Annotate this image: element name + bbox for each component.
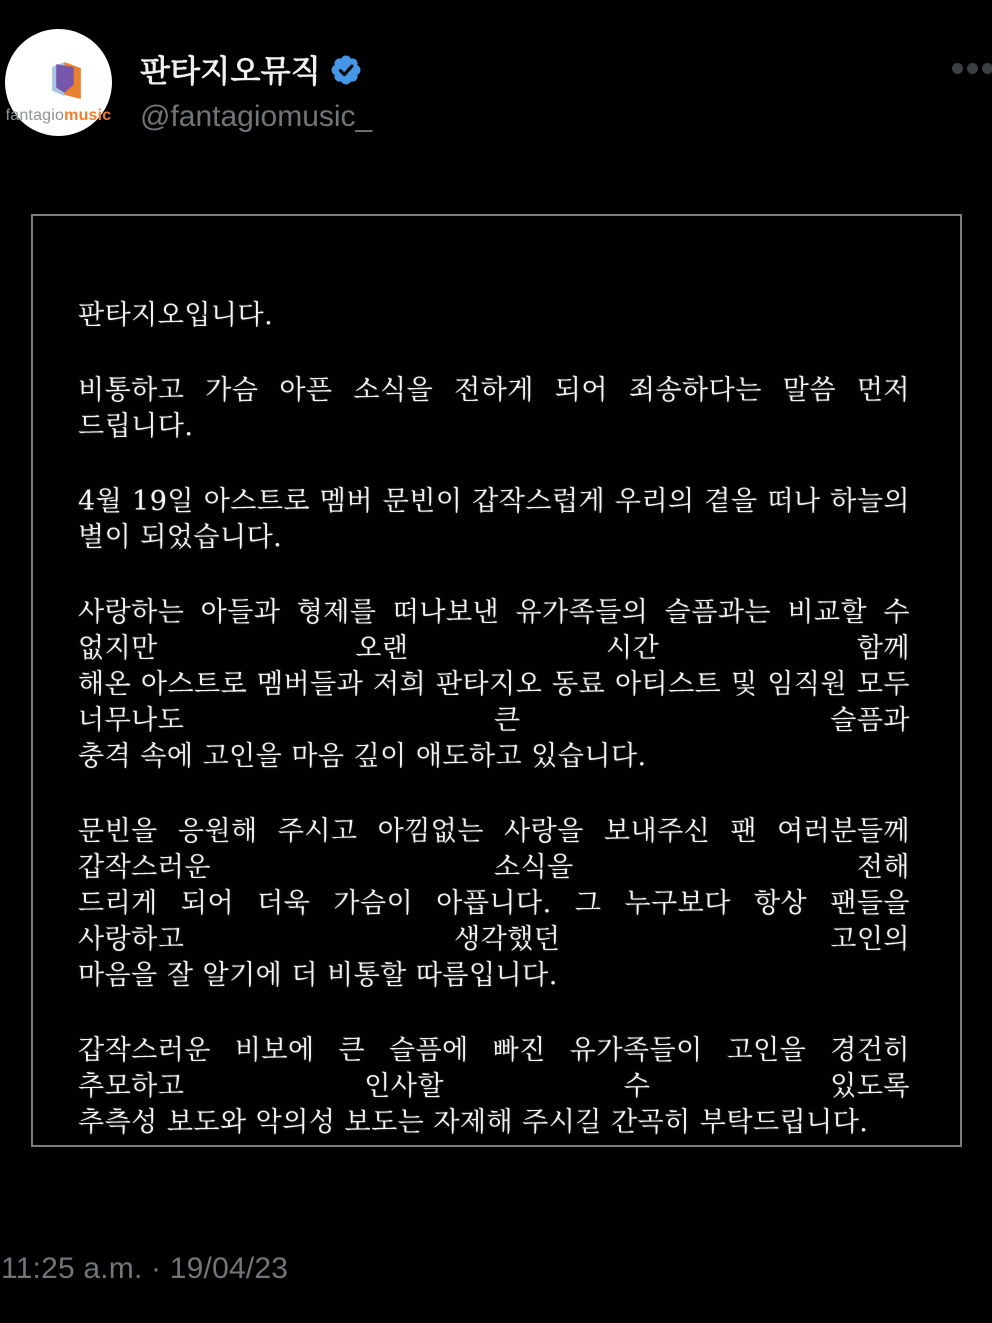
statement-line: 추측성 보도와 악의성 보도는 자제해 주시길 간곡히 부탁드립니다. (78, 1107, 869, 1138)
statement-line: 마음을 잘 알기에 더 비통할 따름입니다. (78, 960, 558, 991)
brand-fantagio-label: fantagio (5, 107, 65, 124)
statement-paragraph (78, 814, 910, 994)
statement-line: 갑작스러운 비보에 큰 슬픔에 빠진 유가족들이 고인을 경건히 추모하고 인사할 수 있도록 (78, 1035, 910, 1102)
more-dot-icon (952, 63, 963, 74)
statement-line: 판타지오입니다. (78, 300, 274, 331)
tweet-timestamp: 11:25 a.m. · 19/04/23 (1, 1252, 289, 1285)
statement-paragraph (78, 484, 910, 556)
account-handle[interactable]: @fantagiomusic_ (140, 100, 373, 133)
avatar-brand-text (5, 107, 112, 125)
more-dot-icon (982, 63, 992, 74)
statement-line: 사랑하는 아들과 형제를 떠나보낸 유가족들의 슬픔과는 비교할 수 없지만 오랜 시간 함께 (78, 597, 910, 664)
statement-line: 해온 아스트로 멤버들과 저희 판타지오 동료 아티스트 및 임직원 모두 너무나도 큰 슬픔과 (78, 669, 910, 736)
fantagio-logo-icon (51, 61, 82, 100)
statement-image[interactable] (31, 214, 962, 1147)
statement-line: 4월 19일 아스트로 멤버 문빈이 갑작스럽게 우리의 곁을 떠나 하늘의 별이 되었습니다. (78, 486, 910, 553)
statement-paragraph (78, 298, 910, 334)
statement-line: 드리게 되어 더욱 가슴이 아픕니다. 그 누구보다 항상 팬들을 사랑하고 생각했던 고인의 (78, 888, 910, 955)
statement-paragraph (78, 1033, 910, 1141)
verified-badge-icon (331, 55, 361, 85)
display-name[interactable]: 판타지오뮤직 (140, 54, 321, 89)
statement-line: 비통하고 가슴 아픈 소식을 전하게 되어 죄송하다는 말씀 먼저 드립니다. (78, 375, 910, 442)
avatar[interactable] (5, 29, 112, 136)
more-options-button[interactable] (952, 63, 992, 74)
brand-music-label: music (64, 107, 112, 124)
statement-paragraph (78, 595, 910, 775)
more-dot-icon (967, 63, 978, 74)
statement-paragraph (78, 373, 910, 445)
statement-line: 충격 속에 고인을 마음 깊이 애도하고 있습니다. (78, 741, 647, 772)
statement-line: 문빈을 응원해 주시고 아낌없는 사랑을 보내주신 팬 여러분들께 갑작스러운 소식을 전해 (78, 816, 910, 883)
account-name-row[interactable] (140, 46, 361, 91)
